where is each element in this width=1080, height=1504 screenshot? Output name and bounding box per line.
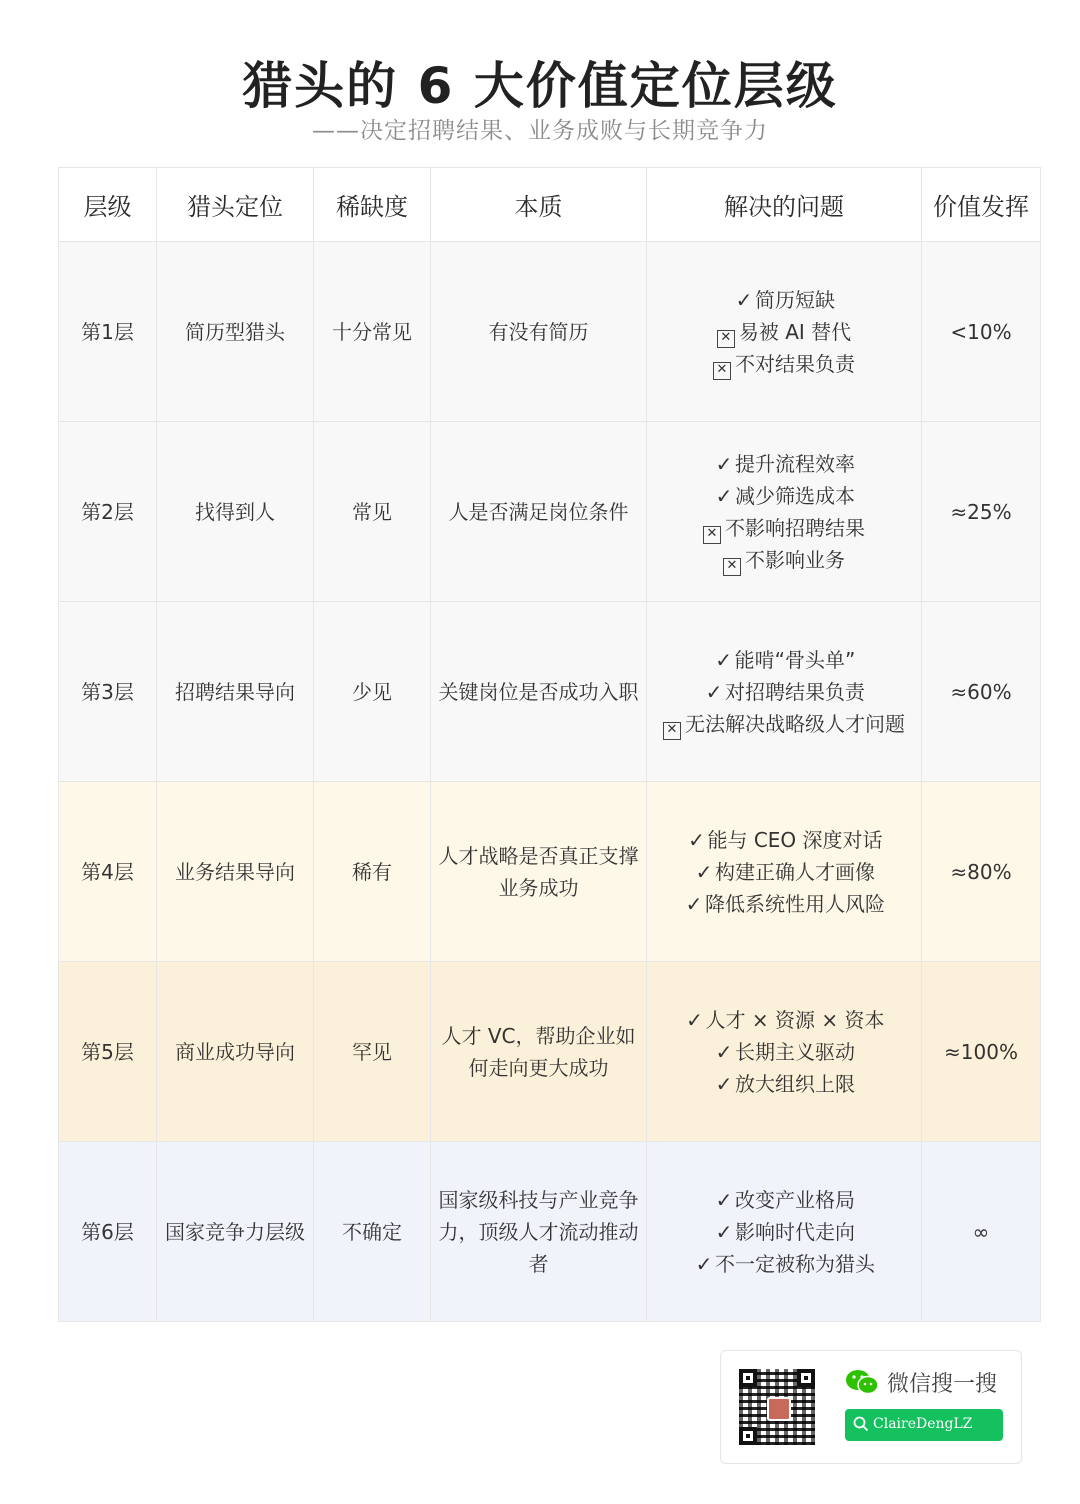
essence-cell: 人才 VC，帮助企业如何走向更大成功 — [431, 962, 647, 1142]
page-title: 猎头的 6 大价值定位层级 — [242, 57, 838, 115]
position-cell: 找得到人 — [157, 422, 314, 602]
problem-item — [713, 284, 855, 316]
account-id: ClaireDengLZ — [873, 1416, 973, 1432]
scarcity-cell: 十分常见 — [314, 242, 431, 422]
column-header: 解决的问题 — [647, 168, 922, 242]
check-icon: ✓ — [715, 1039, 733, 1064]
page-subtitle: ——决定招聘结果、业务成败与长期竞争力 — [312, 118, 768, 144]
problem-text: 能啃“骨头单” — [734, 647, 856, 672]
essence-cell: 关键岗位是否成功入职 — [431, 602, 647, 782]
position-cell: 业务结果导向 — [157, 782, 314, 962]
problem-item — [684, 1068, 885, 1100]
problem-item — [663, 644, 905, 676]
scarcity-cell: 少见 — [314, 602, 431, 782]
cross-box-icon: ✕ — [703, 526, 721, 544]
check-icon: ✓ — [715, 1187, 733, 1212]
problems-cell — [647, 242, 922, 422]
essence-cell: 人才战略是否真正支撑业务成功 — [431, 782, 647, 962]
wechat-search-card[interactable] — [720, 1350, 1022, 1464]
value-cell: ≈80% — [922, 782, 1041, 962]
check-icon: ✓ — [685, 891, 703, 916]
table-row — [59, 422, 1041, 602]
problem-item — [703, 448, 865, 480]
value-cell: ≈25% — [922, 422, 1041, 602]
problem-text: 能与 CEO 深度对话 — [707, 827, 883, 852]
level-cell: 第3层 — [59, 602, 157, 782]
check-icon: ✓ — [715, 483, 733, 508]
problem-text: 降低系统性用人风险 — [705, 891, 885, 916]
column-header: 本质 — [431, 168, 647, 242]
check-icon: ✓ — [715, 1071, 733, 1096]
column-header: 价值发挥 — [922, 168, 1041, 242]
check-icon: ✓ — [735, 287, 753, 312]
essence-cell: 有没有简历 — [431, 242, 647, 422]
position-cell: 国家竞争力层级 — [157, 1142, 314, 1322]
problem-item — [713, 348, 855, 380]
value-cell: ≈60% — [922, 602, 1041, 782]
level-cell: 第2层 — [59, 422, 157, 602]
check-icon: ✓ — [695, 859, 713, 884]
problem-text: 提升流程效率 — [735, 451, 855, 476]
value-cell: ∞ — [922, 1142, 1041, 1322]
problems-cell — [647, 782, 922, 962]
problem-item — [684, 1036, 885, 1068]
search-icon — [853, 1416, 869, 1432]
problem-item — [703, 480, 865, 512]
problem-text: 改变产业格局 — [735, 1187, 855, 1212]
problem-item — [693, 1216, 875, 1248]
qr-code-icon — [739, 1369, 815, 1445]
position-cell: 招聘结果导向 — [157, 602, 314, 782]
problem-text: 减少筛选成本 — [735, 483, 855, 508]
problem-text: 无法解决战略级人才问题 — [685, 711, 905, 736]
essence-cell: 国家级科技与产业竞争力，顶级人才流动推动者 — [431, 1142, 647, 1322]
problem-item — [683, 856, 885, 888]
problems-cell — [647, 1142, 922, 1322]
position-cell: 商业成功导向 — [157, 962, 314, 1142]
problems-cell — [647, 602, 922, 782]
scarcity-cell: 不确定 — [314, 1142, 431, 1322]
problem-text: 不对结果负责 — [735, 351, 855, 376]
scarcity-cell: 常见 — [314, 422, 431, 602]
scarcity-cell: 稀有 — [314, 782, 431, 962]
problems-cell — [647, 422, 922, 602]
problem-item — [684, 1004, 885, 1036]
column-header: 猎头定位 — [157, 168, 314, 242]
problem-item — [693, 1184, 875, 1216]
table-row — [59, 602, 1041, 782]
problem-item — [703, 512, 865, 544]
avatar — [767, 1397, 791, 1421]
check-icon: ✓ — [688, 827, 705, 852]
position-cell: 简历型猎头 — [157, 242, 314, 422]
check-icon: ✓ — [686, 1007, 703, 1032]
problem-text: 不影响招聘结果 — [725, 515, 865, 540]
level-cell: 第6层 — [59, 1142, 157, 1322]
scarcity-cell: 罕见 — [314, 962, 431, 1142]
cross-box-icon: ✕ — [663, 722, 681, 740]
level-cell: 第1层 — [59, 242, 157, 422]
problem-text: 易被 AI 替代 — [738, 319, 852, 344]
problem-text: 构建正确人才画像 — [715, 859, 875, 884]
check-icon: ✓ — [715, 1219, 733, 1244]
problem-text: 简历短缺 — [755, 287, 835, 312]
problem-item — [663, 676, 905, 708]
level-cell: 第5层 — [59, 962, 157, 1142]
value-cell: ≈100% — [922, 962, 1041, 1142]
check-icon: ✓ — [695, 1251, 713, 1276]
problem-item — [683, 888, 885, 920]
problem-item — [713, 316, 855, 348]
problem-text: 长期主义驱动 — [734, 1039, 855, 1064]
table-row — [59, 242, 1041, 422]
search-label: 微信搜一搜 — [887, 1372, 998, 1397]
check-icon: ✓ — [705, 679, 723, 704]
problem-item — [683, 824, 885, 856]
table-row — [59, 1142, 1041, 1322]
column-header: 稀缺度 — [314, 168, 431, 242]
problem-text: 不影响业务 — [745, 547, 845, 572]
essence-cell: 人是否满足岗位条件 — [431, 422, 647, 602]
cross-box-icon: ✕ — [723, 558, 741, 576]
problem-item — [663, 708, 905, 740]
table-header-row — [59, 168, 1041, 242]
account-search-button[interactable] — [845, 1409, 1003, 1441]
problem-text: 放大组织上限 — [734, 1071, 855, 1096]
table-row — [59, 962, 1041, 1142]
problems-cell — [647, 962, 922, 1142]
problem-item — [693, 1248, 875, 1280]
cross-box-icon: ✕ — [713, 362, 731, 380]
wechat-icon — [845, 1369, 879, 1395]
value-levels-table — [58, 167, 1041, 1322]
problem-item — [703, 544, 865, 576]
cross-box-icon: ✕ — [717, 330, 735, 348]
level-cell: 第4层 — [59, 782, 157, 962]
check-icon: ✓ — [715, 647, 732, 672]
value-cell: <10% — [922, 242, 1041, 422]
table-row — [59, 782, 1041, 962]
problem-text: 不一定被称为猎头 — [715, 1251, 875, 1276]
problem-text: 对招聘结果负责 — [725, 679, 865, 704]
column-header: 层级 — [59, 168, 157, 242]
check-icon: ✓ — [715, 451, 733, 476]
problem-text: 影响时代走向 — [735, 1219, 855, 1244]
problem-text: 人才 × 资源 × 资本 — [705, 1007, 885, 1032]
